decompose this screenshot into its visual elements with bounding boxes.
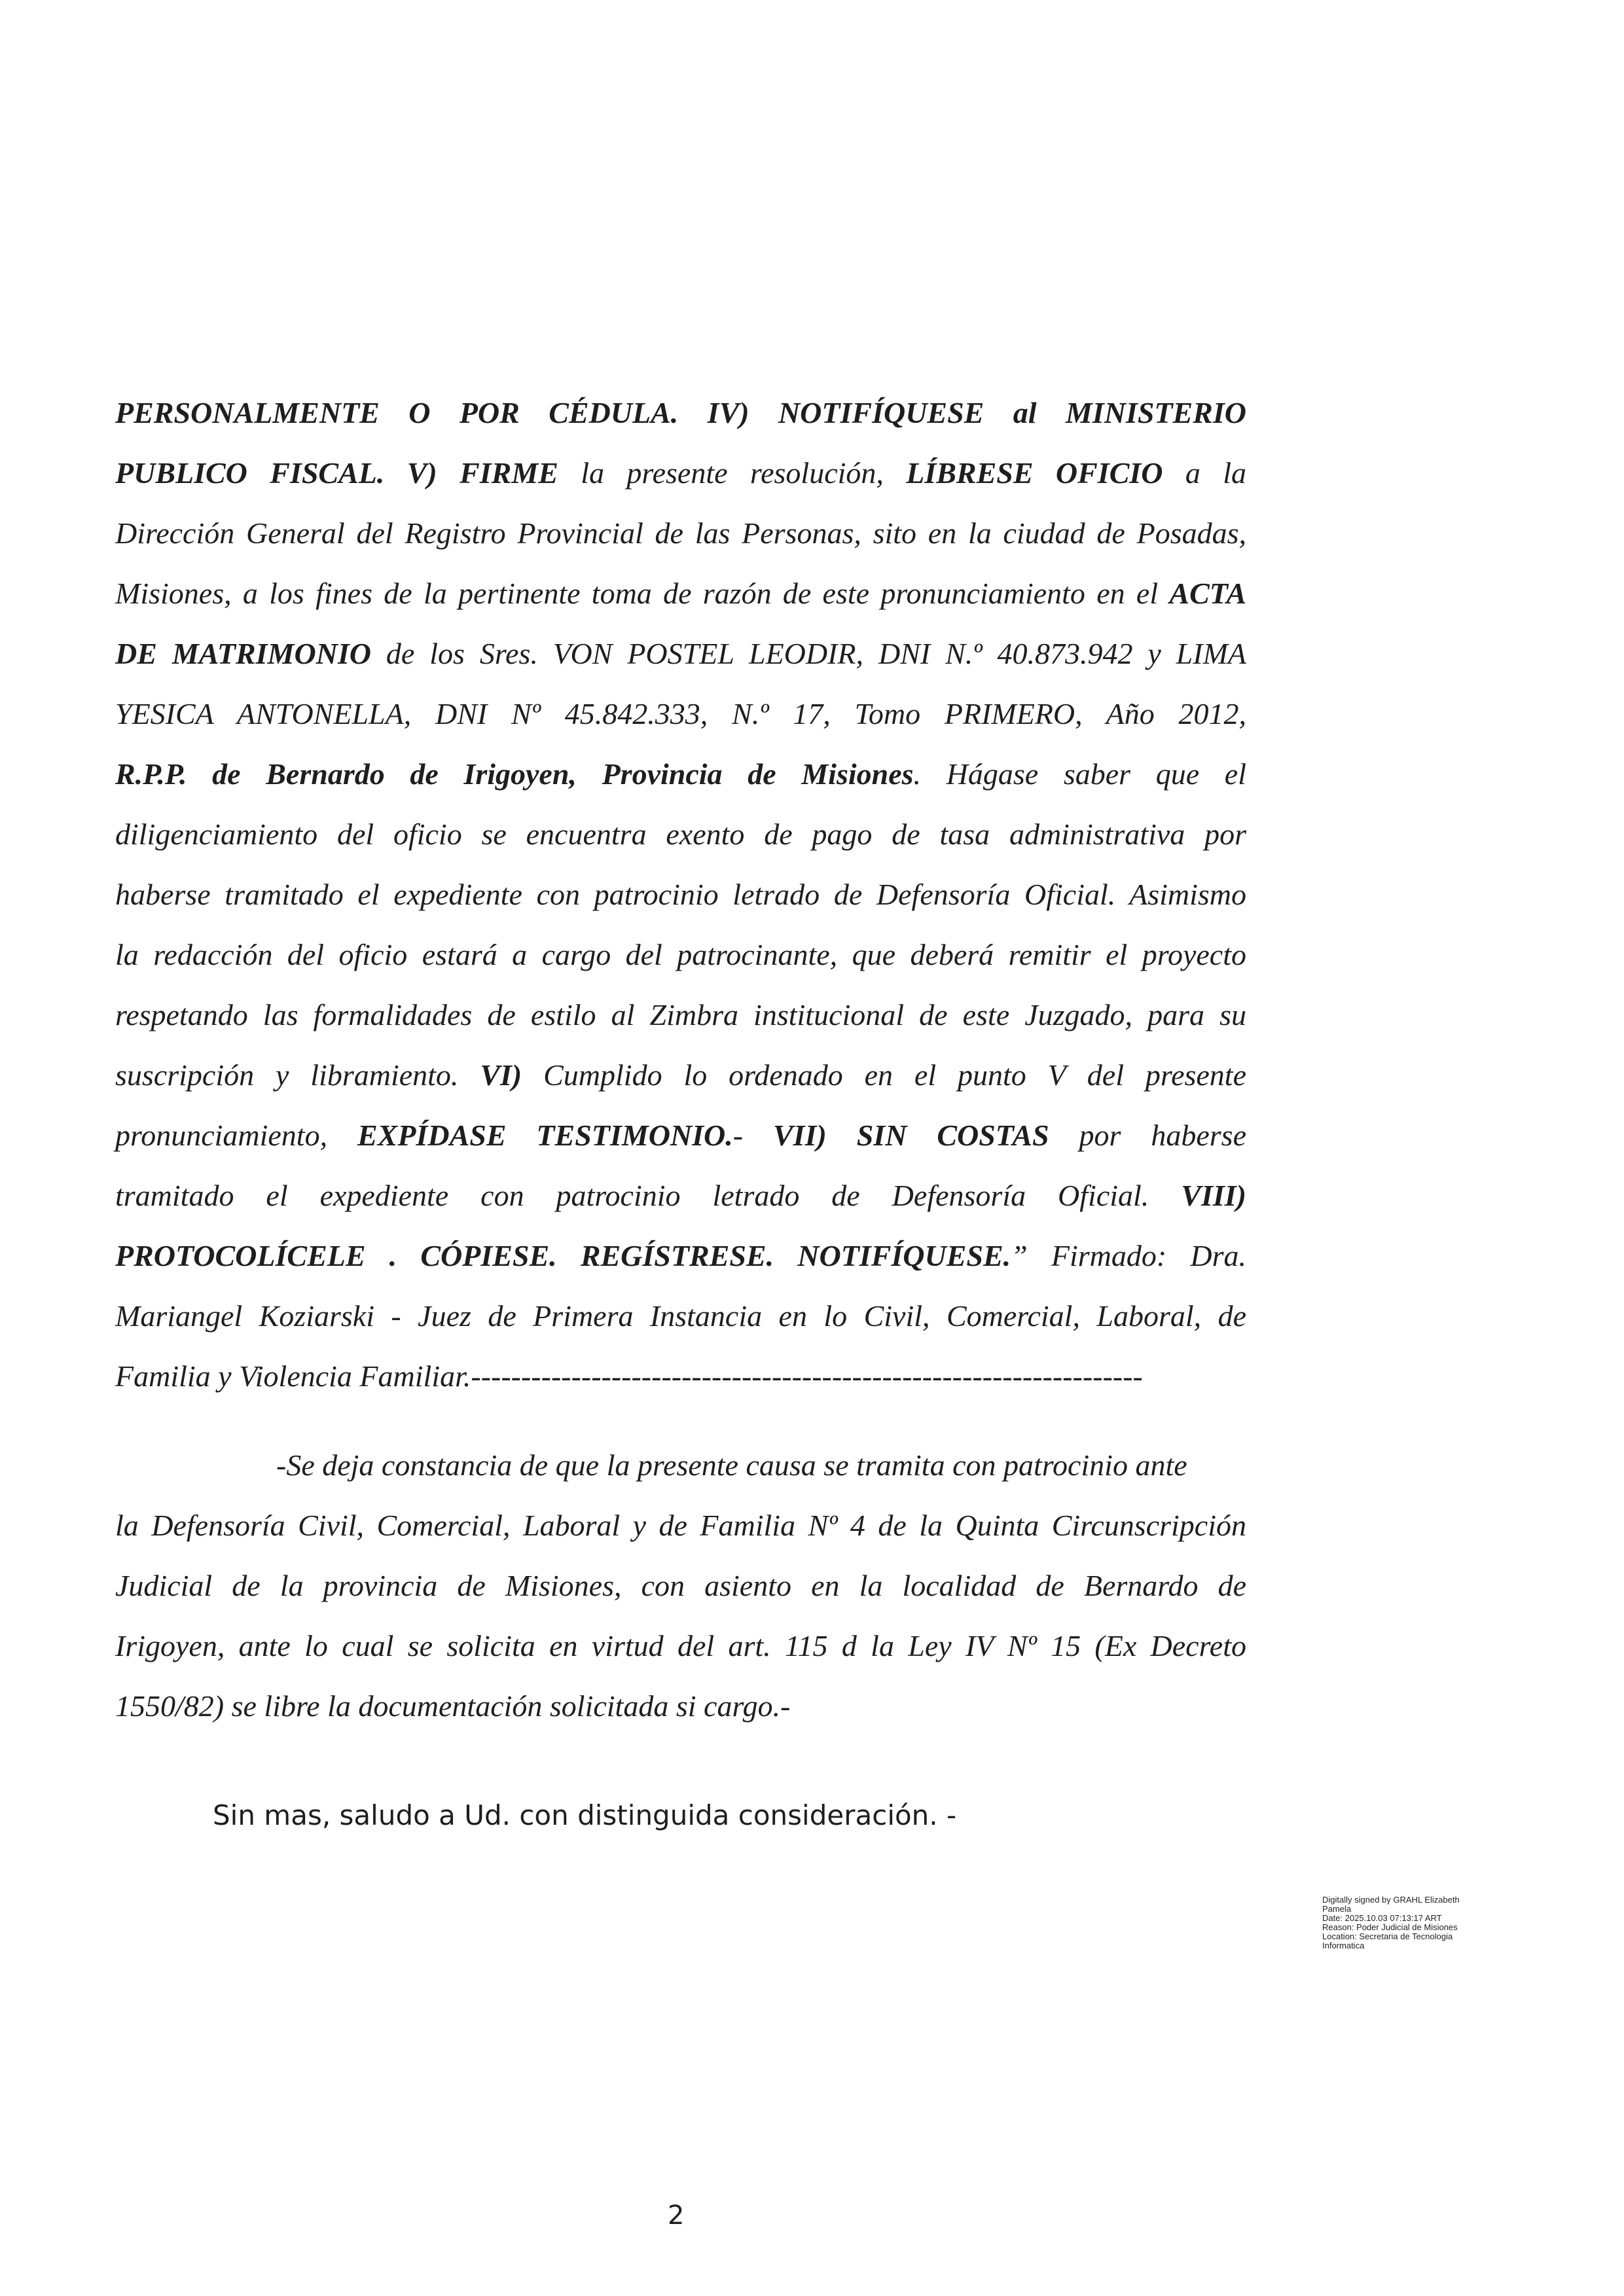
- bold-text: DE MATRIMONIO: [115, 637, 372, 670]
- text-run: de los Sres. VON POSTEL LEODIR, DNI N.º 40.873.942 y LIMA: [371, 637, 1247, 670]
- signature-line: Location: Secretaria de Tecnologia: [1322, 1931, 1453, 1941]
- text-run: . Hágase saber que el: [913, 757, 1246, 791]
- bold-text: VI): [480, 1058, 522, 1092]
- constancia-line: [115, 1496, 1246, 1556]
- resolution-line: [115, 1045, 1246, 1105]
- text-run: Dirección General del Registro Provincial de las Personas, sito en la ciudad de Posadas,: [115, 516, 1246, 550]
- signature-line: Informatica: [1322, 1941, 1365, 1950]
- constancia-line: [115, 1556, 1246, 1616]
- text-run: YESICA ANTONELLA, DNI Nº 45.842.333, N.º 17, Tomo PRIMERO, Año 2012,: [115, 697, 1246, 730]
- text-run: a la: [1163, 456, 1246, 490]
- text-run: la Defensoría Civil, Comercial, Laboral y de Familia Nº 4 de la Quinta Circunscripción: [115, 1509, 1246, 1542]
- bold-text: LÍBRESE OFICIO: [906, 456, 1163, 490]
- text-run: tramitado el expediente con patrocinio letrado de Defensoría Oficial.: [115, 1179, 1182, 1212]
- text-run: Misiones, a los fines de la pertinente toma de razón de este pronunciamiento en el: [115, 577, 1170, 610]
- text-run: haberse tramitado el expediente con patrocinio letrado de Defensoría Oficial. Asimismo: [115, 878, 1246, 911]
- resolution-line: [115, 383, 1246, 443]
- text-run: Mariangel Koziarski - Juez de Primera Instancia en lo Civil, Comercial, Laboral, de: [115, 1299, 1246, 1333]
- bold-text: VII) SIN COSTAS: [773, 1119, 1049, 1152]
- text-run: Familia y Violencia Familiar.-------------------------------------------------------------------: [115, 1359, 1143, 1393]
- resolution-line: [115, 744, 1246, 804]
- bold-text: PROTOCOLÍCELE . CÓPIESE. REGÍSTRESE. NOTIFÍQUESE.: [115, 1239, 1011, 1272]
- text-run: suscripción y libramiento.: [115, 1058, 480, 1092]
- bold-text: PERSONALMENTE O POR CÉDULA. IV) NOTIFÍQUESE al MINISTERIO: [115, 396, 1246, 429]
- constancia-line: [115, 1676, 1246, 1736]
- signature-line: Pamela: [1322, 1904, 1352, 1914]
- resolution-line: [115, 1346, 1246, 1407]
- resolution-line: [115, 865, 1246, 925]
- bold-text: EXPÍDASE TESTIMONIO.: [357, 1119, 733, 1152]
- text-run: la redacción del oficio estará a cargo del patrocinante, que deberá remitir el proyecto: [115, 938, 1246, 971]
- resolution-line: [115, 1105, 1246, 1166]
- bold-text: PUBLICO FISCAL. V) FIRME: [115, 456, 558, 490]
- text-run: por haberse: [1049, 1119, 1246, 1152]
- bold-text: VIII): [1181, 1179, 1246, 1212]
- text-run: Judicial de la provincia de Misiones, con asiento en la localidad de Bernardo de: [115, 1569, 1246, 1602]
- bold-text: R.P.P. de Bernardo de Irigoyen, Provincia de Misiones: [115, 757, 914, 791]
- resolution-line: [115, 804, 1246, 865]
- resolution-line: [115, 443, 1246, 503]
- page-number: 2: [668, 2200, 685, 2231]
- resolution-line: [115, 1226, 1246, 1286]
- resolution-line: [115, 925, 1246, 985]
- text-run: -: [732, 1119, 773, 1152]
- text-run: Irigoyen, ante lo cual se solicita en virtud del art. 115 d la Ley IV Nº 15 (Ex Decreto: [115, 1629, 1246, 1662]
- closing-salutation: Sin mas, saludo a Ud. con distinguida consideración. -: [213, 1799, 957, 1831]
- resolution-line: [115, 503, 1246, 564]
- text-run: la presente resolución,: [558, 456, 907, 490]
- resolution-text: [115, 383, 1246, 1736]
- text-run: ” Firmado: Dra.: [1011, 1239, 1246, 1272]
- resolution-line: [115, 985, 1246, 1045]
- resolution-line: [115, 564, 1246, 624]
- text-run: diligenciamiento del oficio se encuentra exento de pago de tasa administrativa por: [115, 817, 1246, 851]
- constancia-line: [115, 1616, 1246, 1676]
- signature-line: Date: 2025.10.03 07:13:17 ART: [1322, 1913, 1442, 1923]
- constancia-line: [115, 1435, 1246, 1496]
- resolution-line: [115, 1166, 1246, 1226]
- bold-text: ACTA: [1169, 577, 1246, 610]
- text-run: respetando las formalidades de estilo al Zimbra institucional de este Juzgado, para su: [115, 998, 1246, 1031]
- text-run: Cumplido lo ordenado en el punto V del presente: [522, 1058, 1246, 1092]
- digital-signature-stamp: [1322, 1895, 1519, 1950]
- signature-line: Reason: Poder Judicial de Misiones: [1322, 1922, 1458, 1932]
- resolution-line: [115, 684, 1246, 744]
- resolution-line: [115, 1286, 1246, 1346]
- signature-line: Digitally signed by GRAHL Elizabeth: [1322, 1895, 1460, 1905]
- text-run: -Se deja constancia de que la presente causa se tramita con patrocinio ante: [276, 1448, 1187, 1482]
- resolution-line: [115, 624, 1246, 684]
- text-run: 1550/82) se libre la documentación solicitada si cargo.-: [115, 1689, 791, 1723]
- text-run: pronunciamiento,: [115, 1119, 357, 1152]
